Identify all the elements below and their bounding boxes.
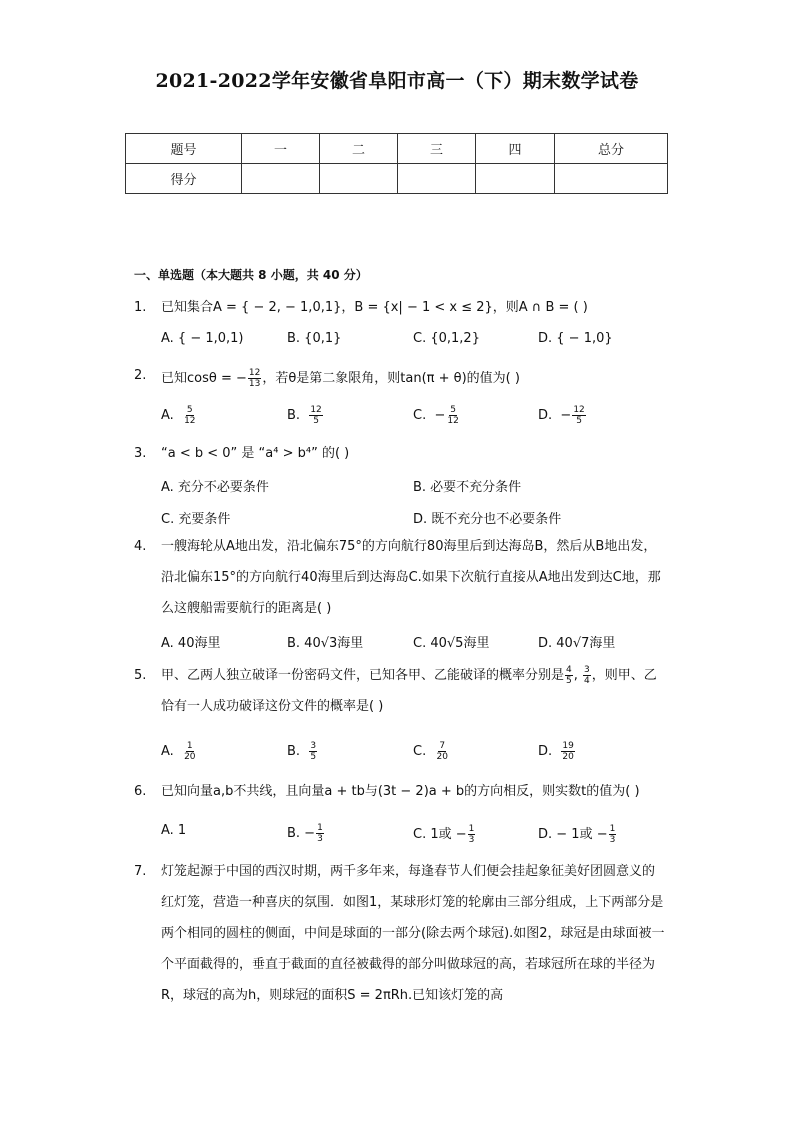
option-c: C. {0,1,2} [413,331,480,346]
option-b [287,823,325,844]
fraction-denominator: 20 [436,752,448,762]
question-text: “a < b < 0” 是 “a⁴ > b⁴” 的( ) [161,446,350,461]
fraction [435,741,448,762]
option-d: D. { − 1,0} [538,331,613,346]
option-a [161,405,198,426]
fraction [316,823,324,844]
question-text: 甲、乙两人独立破译一份密码文件，已知各甲、乙能破译的概率分别是 $\frac{4}{5}$ , $\frac{3}{4}$ ，则甲、乙恰有一人成功破译这份文件的概率是( ) [161,665,657,714]
fraction-denominator: 13 [248,379,261,389]
fraction [183,405,196,426]
fraction [446,405,459,426]
option-b: B. 40√3海里 [287,636,364,651]
fraction-denominator: 12 [184,416,196,426]
fraction-denominator: 5 [576,416,582,426]
fraction-denominator: 20 [562,752,574,762]
fraction-numerator: 1 [609,824,616,834]
fraction-numerator: 1 [186,741,193,751]
score-cell [242,164,320,194]
score-header-cell: 三 [398,134,476,164]
fraction-denominator: 3 [317,834,323,844]
option-a: A. { − 1,0,1) [161,331,244,346]
option-text: B. − [287,826,316,841]
fraction-numerator: 3 [310,741,317,751]
score-header-cell: 总分 [555,134,668,164]
option-b [287,741,318,762]
fraction-denominator: 3 [468,835,475,845]
fraction-numerator: 1 [317,823,323,833]
fraction [183,741,196,762]
fraction [248,368,261,389]
score-row-label: 得分 [126,164,242,194]
question-text-post: ，则甲、乙恰有一人成功破译这份文件的概率是( ) [161,668,657,714]
option-d: D. 既不充分也不必要条件 [413,512,562,527]
fraction [565,665,573,686]
option-b [287,405,324,426]
question-number: 6. [134,784,147,799]
score-cell [320,164,398,194]
fraction-numerator: 12 [248,368,261,378]
question-text-pre: 已知cosθ = − [161,371,247,386]
option-a: A. 1 [161,823,187,838]
score-header-cell: 一 [242,134,320,164]
question-number: 1. [134,300,147,315]
option-c [413,741,450,762]
option-a: A. 充分不必要条件 [161,480,269,495]
score-table-header-row [126,134,668,164]
fraction-numerator: 5 [450,405,456,415]
option-c [413,405,461,426]
score-header-cell: 四 [476,134,555,164]
question-text: 已知集合A = { − 2, − 1,0,1}，B = {x| − 1 < x ≤ 2}，则A ∩ B = ( ) [161,300,588,315]
option-sign: − [560,408,572,423]
page-title: 2021-2022学年安徽省阜阳市高一（下）期末数学试卷 [155,70,639,92]
fraction-denominator: 5 [566,676,572,686]
score-table [125,133,668,194]
score-cell [555,164,668,194]
option-a [161,741,198,762]
fraction-numerator: 7 [439,741,446,751]
fraction-numerator: 12 [573,405,585,415]
option-a: A. 40海里 [161,636,221,651]
option-sign: − [434,408,446,423]
score-cell [476,164,555,194]
section-title: 一、单选题（本大题共 8 小题，共 40 分） [134,268,368,282]
option-d [538,823,617,845]
fraction-denominator: 5 [313,416,319,426]
fraction-denominator: 3 [609,835,616,845]
fraction-numerator: 3 [584,665,590,675]
option-letter: D. [538,744,553,759]
option-d [538,741,576,762]
option-letter: A. [161,744,174,759]
question-text [161,368,671,389]
option-letter: C. [413,744,427,759]
fraction-denominator: 4 [584,676,590,686]
question-number: 3. [134,446,147,461]
question-number: 7. [134,864,147,879]
score-header-cell: 题号 [126,134,242,164]
question-number: 4. [134,539,147,554]
question-number: 2. [134,368,147,383]
option-text: C. 1或 − [413,827,467,842]
option-b: B. 必要不充分条件 [413,480,522,495]
fraction [572,405,585,426]
fraction [309,741,317,762]
option-d [538,405,587,426]
fraction-numerator: 1 [468,824,475,834]
option-letter: B. [287,408,301,423]
question-text-post: ，若θ是第二象限角，则tan(π + θ)的值为( ) [262,371,520,386]
option-c: C. 40√5海里 [413,636,490,651]
option-c [413,823,476,845]
option-b: B. {0,1} [287,331,342,346]
fraction [561,741,574,762]
option-letter: C. [413,408,427,423]
fraction-denominator: 5 [310,752,317,762]
score-cell [398,164,476,194]
option-letter: B. [287,744,301,759]
fraction-numerator: 12 [310,405,322,415]
fraction-numerator: 19 [562,741,574,751]
question-text: 已知向量a,b不共线，且向量a + tb与(3t − 2)a + b的方向相反，则实数t的值为( ) [161,784,640,799]
option-d: D. 40√7海里 [538,636,616,651]
option-c: C. 充要条件 [161,512,231,527]
question-number: 5. [134,668,147,683]
option-letter: D. [538,408,553,423]
fraction-denominator: 20 [184,752,196,762]
fraction-numerator: 5 [186,405,193,415]
question-text: 灯笼起源于中国的西汉时期，两千多年来，每逢春节人们便会挂起象征美好团圆意义的红灯笼，营造一种喜庆的氛围．如图1，某球形灯笼的轮廓由三部分组成，上下两部分是两个相同的圆柱的侧面，中间是球面的一部分(除去两个球冠).如图2，球冠是由球面被一个平面截得的，垂直于截面的直径被截得的部分叫做球冠的高，若球冠所在球的半径为R，球冠的高为h，则球冠的面积S = 2πRh.已知该灯笼的高 [161,864,665,1003]
question-text-pre: 甲、乙两人独立破译一份密码文件，已知各甲、乙能破译的概率分别是 [161,668,565,683]
option-letter: A. [161,408,174,423]
fraction-denominator: 12 [447,416,459,426]
question-text: 一艘海轮从A地出发，沿北偏东75°的方向航行80海里后到达海岛B，然后从B地出发，沿北偏东15°的方向航行40海里后到达海岛C.如果下次航行直接从A地出发到达C地，那么这艘船需要航行的距离是( ) [161,539,661,616]
fraction-numerator: 4 [566,665,572,675]
option-text: D. − 1或 − [538,827,608,842]
score-header-cell: 二 [320,134,398,164]
fraction [309,405,322,426]
score-table-row [126,164,668,194]
fraction [583,665,591,686]
fraction [468,824,476,845]
fraction [609,824,617,845]
